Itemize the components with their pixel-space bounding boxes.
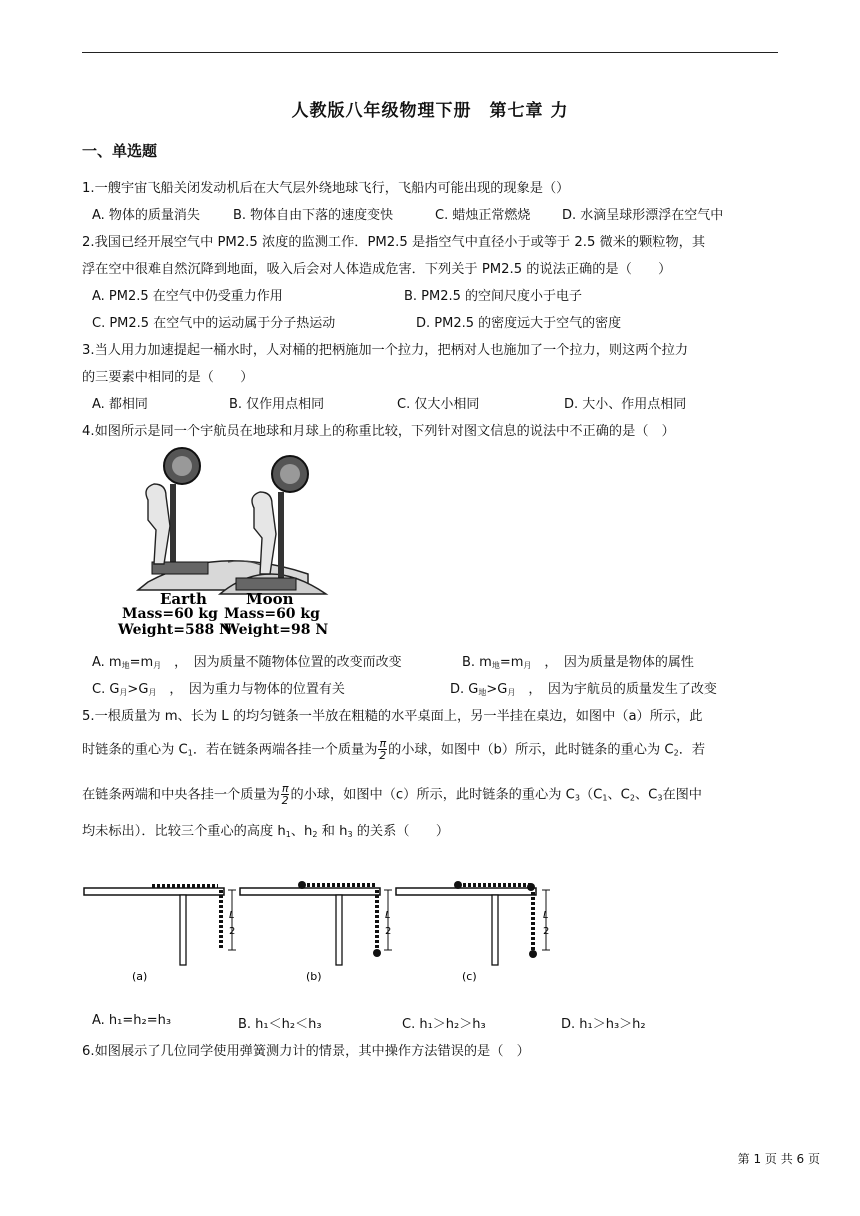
dim-c-2: 2	[543, 926, 550, 937]
q5-l3-sub-c1: 1	[602, 793, 608, 803]
dim-b-2: 2	[385, 926, 392, 937]
q5-option-a: A. h₁=h₂=h₃	[92, 1013, 172, 1028]
dim-b-L: L	[385, 910, 391, 921]
scale-base-moon	[236, 578, 296, 590]
q5-l3-text-c6: 在图中	[662, 787, 702, 803]
q5-l3-text-c2: 、C	[607, 787, 630, 803]
q5-l3-sub-c5: 3	[657, 793, 663, 803]
frac-numerator-2: π	[281, 782, 289, 795]
question-5-line1: 5.一根质量为 m、长为 L 的均匀链条一半放在粗糙的水平桌面上，另一半挂在桌边，如图中（a）所示，此	[82, 709, 703, 724]
q1-option-d: D. 水滴呈球形漂浮在空气中	[562, 208, 724, 223]
q3-option-c: C. 仅大小相同	[397, 397, 480, 412]
frac-numerator: π	[379, 737, 387, 750]
q4-a-sub-2: 月	[153, 661, 162, 670]
q4-d-text-1: D. G	[450, 682, 479, 697]
scale-dial-inner-earth	[172, 456, 192, 476]
q2-option-b: B. PM2.5 的空间尺度小于电子	[404, 289, 583, 304]
question-5-line3	[82, 783, 702, 806]
q5-l4-sub-1: 1	[285, 830, 291, 839]
question-4-stem: 4.如图所示是同一个宇航员在地球和月球上的称重比较，下列针对图文信息的说法中不正确的是（ ）	[82, 424, 675, 439]
astronaut-scale-figure	[108, 444, 330, 640]
scale-post-earth	[170, 484, 176, 564]
figure-c	[396, 881, 550, 983]
chain-table-figure	[82, 878, 562, 990]
page-title: 人教版八年级物理下册 第七章 力	[291, 101, 569, 121]
table-leg-a	[180, 895, 186, 965]
q4-b-text-3: ， 因为质量是物体的属性	[531, 655, 694, 670]
q5-l3-text-c4: 、C	[634, 787, 658, 803]
q1-option-c: C. 蜡烛正常燃烧	[435, 208, 531, 223]
pi-over-2-fraction-2	[281, 783, 290, 806]
table-leg-c	[492, 895, 498, 965]
q5-l2-text-a: 时链条的重心为 C	[82, 742, 188, 758]
q3-option-d: D. 大小、作用点相同	[564, 397, 687, 412]
fig-label-c: (c)	[462, 970, 477, 983]
ball-c-left	[454, 881, 462, 889]
q5-l4-text-c: 和 h	[317, 824, 348, 839]
q3-option-a: A. 都相同	[92, 397, 148, 412]
q5-l4-text-b: 、h	[290, 824, 313, 839]
q4-a-sub-1: 地	[121, 661, 130, 670]
q4-c-sub-2: 月	[148, 688, 157, 697]
q5-l3-sub-b: 3	[574, 793, 580, 803]
moon-mass-caption: Mass=60 kg	[224, 606, 320, 622]
q2-option-c: C. PM2.5 在空气中的运动属于分子热运动	[92, 316, 336, 331]
q2-option-a: A. PM2.5 在空气中仍受重力作用	[92, 289, 283, 304]
pi-over-2-fraction	[378, 738, 387, 761]
scale-dial-inner-moon	[280, 464, 300, 484]
q5-l4-text-a: 均未标出）．比较三个重心的高度 h	[82, 824, 286, 839]
fig-label-a: (a)	[132, 970, 148, 983]
question-5-line4	[82, 820, 449, 839]
q4-option-b	[462, 651, 694, 671]
q4-a-text-3: ， 因为质量不随物体位置的改变而改变	[161, 655, 402, 670]
moon-weight-caption: Weight=98 N	[224, 622, 329, 638]
question-2-stem-line1: 2.我国已经开展空气中 PM2.5 浓度的监测工作．PM2.5 是指空气中直径小于或等于 2.5 微米的颗粒物，其	[82, 235, 706, 250]
q5-option-c: C. h₁＞h₂＞h₃	[402, 1017, 486, 1032]
dim-a-2: 2	[229, 926, 236, 937]
q4-c-text-3: ， 因为重力与物体的位置有关	[156, 682, 345, 697]
table-top-c	[396, 888, 536, 895]
q5-l3-text-b: 的小球，如图中（c）所示，此时链条的重心为 C	[290, 787, 575, 803]
question-6-stem: 6.如图展示了几位同学使用弹簧测力计的情景，其中操作方法错误的是（ ）	[82, 1044, 530, 1059]
q4-c-text-1: C. G	[92, 682, 120, 697]
q4-a-text-2: =m	[129, 655, 154, 670]
question-3-stem-line1: 3.当人用力加速提起一桶水时，人对桶的把柄施加一个拉力，把柄对人也施加了一个拉力，则这两个拉力	[82, 343, 689, 358]
question-3-stem-line2: 的三要素中相同的是（ ）	[82, 370, 254, 385]
q4-d-sub-1: 地	[478, 688, 487, 697]
fig-label-b: (b)	[306, 970, 322, 983]
section-title: 一、单选题	[82, 142, 158, 160]
q5-l3-text-a: 在链条两端和中央各挂一个质量为	[82, 787, 280, 803]
q4-d-text-2: >G	[486, 682, 508, 697]
scale-post-moon	[278, 492, 284, 582]
q2-option-d: D. PM2.5 的密度远大于空气的密度	[416, 316, 622, 331]
q4-option-a	[92, 651, 402, 671]
astronaut-earth	[146, 484, 170, 564]
table-top-b	[240, 888, 380, 895]
q5-option-d: D. h₁＞h₃＞h₂	[561, 1017, 646, 1032]
q4-b-text-2: =m	[499, 655, 524, 670]
q4-d-sub-2: 月	[507, 688, 516, 697]
q4-option-c	[92, 678, 345, 698]
q5-l2-sub-c: 2	[673, 748, 679, 758]
q1-option-b: B. 物体自由下落的速度变快	[233, 208, 394, 223]
q5-l2-text-d: ．若	[678, 742, 706, 758]
earth-caption: Earth	[160, 590, 207, 608]
q4-c-sub-1: 月	[119, 688, 128, 697]
figure-a	[84, 886, 236, 983]
q5-l2-sub-a: 1	[187, 748, 193, 758]
figure-b	[240, 881, 392, 983]
q4-option-d	[450, 678, 717, 698]
ball-c-bottom	[529, 950, 537, 958]
q5-option-b: B. h₁＜h₂＜h₃	[238, 1017, 322, 1032]
earth-mass-caption: Mass=60 kg	[122, 606, 218, 622]
q5-l4-text-d: 的关系（ ）	[352, 824, 450, 839]
moon-caption: Moon	[246, 590, 294, 608]
ball-b-left	[298, 881, 306, 889]
q5-l2-text-b: ．若在链条两端各挂一个质量为	[192, 742, 378, 758]
q3-option-b: B. 仅作用点相同	[229, 397, 325, 412]
q5-l4-sub-2: 2	[312, 830, 318, 839]
header-rule	[82, 52, 778, 53]
q5-l4-sub-3: 3	[347, 830, 353, 839]
frac-denominator: 2	[379, 749, 387, 762]
ball-c-middle	[527, 883, 535, 891]
ball-b-bottom	[373, 949, 381, 957]
dim-c-L: L	[543, 910, 549, 921]
table-top-a	[84, 888, 224, 895]
q4-a-text-1: A. m	[92, 655, 122, 670]
q4-d-text-3: ， 因为宇航员的质量发生了改变	[515, 682, 717, 697]
earth-weight-caption: Weight=588 N	[118, 622, 232, 638]
question-1-stem: 1.一艘宇宙飞船关闭发动机后在大气层外绕地球飞行，飞船内可能出现的现象是（）	[82, 181, 570, 196]
q4-b-text-1: B. m	[462, 655, 492, 670]
q5-l3-text-c: （C	[579, 787, 603, 803]
q5-l3-sub-c3: 2	[629, 793, 635, 803]
frac-denominator-2: 2	[281, 794, 289, 807]
dim-a-L: L	[229, 910, 235, 921]
question-5-line2	[82, 738, 705, 761]
q4-c-text-2: >G	[127, 682, 149, 697]
q1-option-a: A. 物体的质量消失	[92, 208, 200, 223]
table-leg-b	[336, 895, 342, 965]
q5-l2-text-c: 的小球，如图中（b）所示，此时链条的重心为 C	[388, 742, 674, 758]
q4-b-sub-1: 地	[491, 661, 500, 670]
q4-b-sub-2: 月	[523, 661, 532, 670]
question-2-stem-line2: 浮在空中很难自然沉降到地面，吸入后会对人体造成危害．下列关于 PM2.5 的说法正确的是（ ）	[82, 262, 672, 277]
page-footer: 第 1 页 共 6 页	[737, 1152, 820, 1166]
